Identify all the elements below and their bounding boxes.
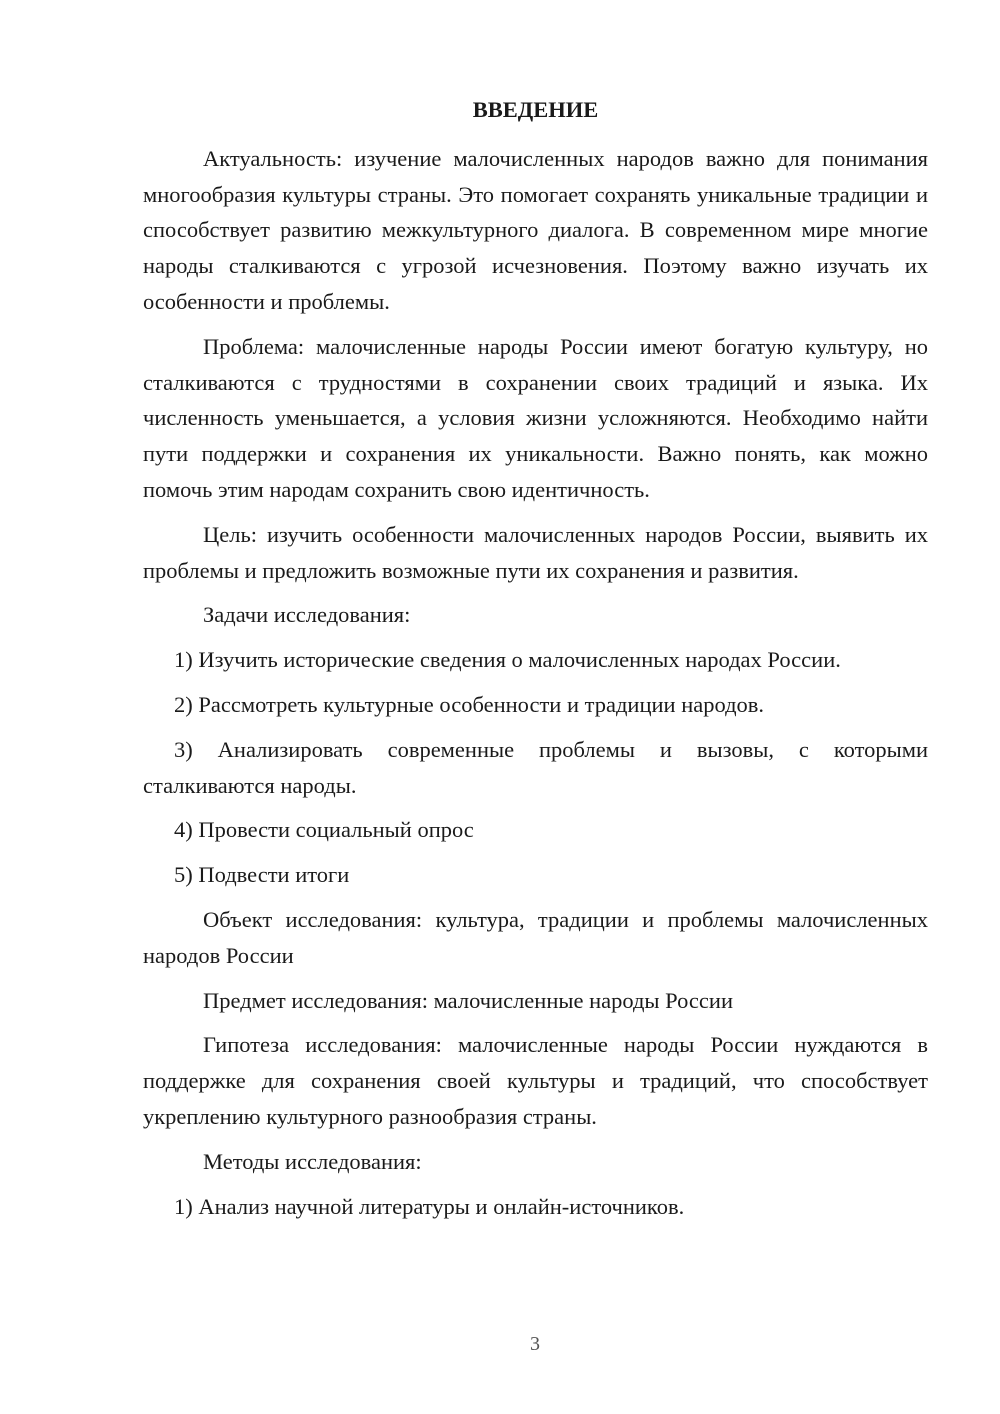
task-item-4: 4) Провести социальный опрос (174, 817, 474, 843)
page-number: 3 (530, 1333, 540, 1355)
object-paragraph: Объект исследования: культура, традиции и проблемы малочисленных народов России (143, 906, 928, 968)
page-title: ВВЕДЕНИЕ (472, 97, 599, 122)
tasks-heading: Задачи исследования: (203, 602, 411, 628)
task-item-5: 5) Подвести итоги (174, 862, 350, 888)
hypothesis-paragraph: Гипотеза исследования: малочисленные народы России нуждаются в поддержке для сохранения своей культуры и традиций, что способствует укреплению культурного разнообразия страны. (143, 1032, 928, 1129)
problem-paragraph: Проблема: малочисленные народы России имеют богатую культуру, но сталкиваются с трудностями в сохранении своих традиций и языка. Их численность уменьшается, а условия жизни усложняются. Необходимо найти пути поддержки и сохранения их уникальности. Важно понять, как можно помочь этим народам сохранить свою идентичность. (143, 333, 928, 502)
goal-paragraph: Цель: изучить особенности малочисленных народов России, выявить их проблемы и предложить возможные пути их сохранения и развития. (143, 521, 928, 583)
methods-heading: Методы исследования: (203, 1148, 422, 1174)
task-item-2: 2) Рассмотреть культурные особенности и традиции народов. (174, 691, 765, 717)
method-item-1: 1) Анализ научной литературы и онлайн-источников. (174, 1193, 685, 1219)
task-item-3: 3) Анализировать современные проблемы и вызовы, с которыми сталкиваются народы. (143, 736, 928, 798)
task-item-1: 1) Изучить исторические сведения о малочисленных народах России. (174, 647, 841, 673)
page-content (143, 92, 928, 1233)
subject-paragraph: Предмет исследования: малочисленные народы России (203, 987, 733, 1013)
relevance-paragraph: Актуальность: изучение малочисленных народов важно для понимания многообразия культуры страны. Это помогает сохранять уникальные традиции и способствует развитию межкультурного диалога. В современном мире многие народы сталкиваются с угрозой исчезновения. Поэтому важно изучать их особенности и проблемы. (143, 145, 928, 314)
